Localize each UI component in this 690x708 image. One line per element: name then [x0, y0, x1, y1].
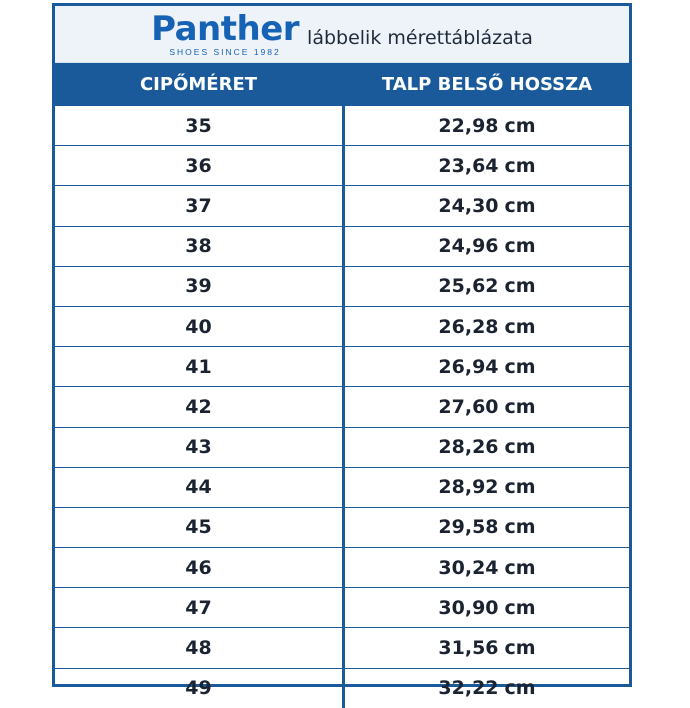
- length-unit: cm: [504, 436, 536, 459]
- length-unit: cm: [504, 516, 536, 539]
- shoe-size-cell: 35: [55, 106, 344, 146]
- insole-length-value: 28,92: [438, 476, 499, 499]
- brand-name: Panther: [151, 8, 300, 49]
- shoe-size-cell: 46: [55, 548, 344, 588]
- brand-logo: [151, 8, 300, 57]
- length-unit: cm: [504, 194, 536, 217]
- table-row: [55, 467, 629, 507]
- insole-length-value: 24,30: [438, 194, 499, 217]
- column-header-length: TALP BELSŐ HOSSZA: [344, 63, 630, 106]
- insole-length-cell: [344, 226, 630, 266]
- column-header-size: CIPŐMÉRET: [55, 63, 344, 106]
- shoe-size-cell: 43: [55, 427, 344, 467]
- insole-length-cell: [344, 146, 630, 186]
- insole-length-value: 25,62: [438, 275, 499, 298]
- insole-length-value: 31,56: [438, 637, 499, 660]
- table-row: [55, 588, 629, 628]
- shoe-size-cell: 36: [55, 146, 344, 186]
- length-unit: cm: [504, 235, 536, 258]
- length-unit: cm: [504, 114, 536, 137]
- length-unit: cm: [504, 596, 536, 619]
- insole-length-cell: [344, 668, 630, 708]
- insole-length-cell: [344, 266, 630, 306]
- insole-length-cell: [344, 186, 630, 226]
- chart-title: lábbelik mérettáblázata: [307, 27, 533, 49]
- table-row: [55, 266, 629, 306]
- insole-length-cell: [344, 628, 630, 668]
- shoe-size-cell: 44: [55, 467, 344, 507]
- insole-length-cell: [344, 106, 630, 146]
- brand-tagline: SHOES SINCE 1982: [169, 46, 281, 57]
- shoe-size-cell: 49: [55, 668, 344, 708]
- table-row: [55, 548, 629, 588]
- size-table: [55, 63, 629, 708]
- insole-length-cell: [344, 588, 630, 628]
- length-unit: cm: [504, 355, 536, 378]
- length-unit: cm: [504, 275, 536, 298]
- table-row: [55, 668, 629, 708]
- table-row: [55, 186, 629, 226]
- shoe-size-cell: 48: [55, 628, 344, 668]
- table-row: [55, 146, 629, 186]
- length-unit: cm: [504, 395, 536, 418]
- shoe-size-cell: 45: [55, 507, 344, 547]
- shoe-size-cell: 39: [55, 266, 344, 306]
- insole-length-value: 22,98: [438, 114, 499, 137]
- insole-length-value: 23,64: [438, 154, 499, 177]
- table-row: [55, 106, 629, 146]
- insole-length-value: 26,28: [438, 315, 499, 338]
- insole-length-cell: [344, 387, 630, 427]
- insole-length-value: 28,26: [438, 436, 499, 459]
- table-row: [55, 628, 629, 668]
- table-row: [55, 507, 629, 547]
- insole-length-value: 26,94: [438, 355, 499, 378]
- length-unit: cm: [504, 556, 536, 579]
- size-chart-frame: [52, 3, 632, 700]
- length-unit: cm: [504, 315, 536, 338]
- shoe-size-cell: 37: [55, 186, 344, 226]
- shoe-size-cell: 47: [55, 588, 344, 628]
- length-unit: cm: [504, 637, 536, 660]
- insole-length-cell: [344, 306, 630, 346]
- table-row: [55, 427, 629, 467]
- shoe-size-cell: 42: [55, 387, 344, 427]
- insole-length-cell: [344, 507, 630, 547]
- insole-length-cell: [344, 467, 630, 507]
- insole-length-value: 32,22: [438, 677, 499, 700]
- length-unit: cm: [504, 677, 536, 700]
- table-row: [55, 387, 629, 427]
- insole-length-cell: [344, 427, 630, 467]
- table-row: [55, 347, 629, 387]
- table-row: [55, 226, 629, 266]
- table-header-row: [55, 63, 629, 106]
- shoe-size-cell: 41: [55, 347, 344, 387]
- insole-length-cell: [344, 548, 630, 588]
- chart-header: [55, 6, 629, 63]
- insole-length-cell: [344, 347, 630, 387]
- table-body: [55, 106, 629, 708]
- length-unit: cm: [504, 154, 536, 177]
- insole-length-value: 24,96: [438, 235, 499, 258]
- insole-length-value: 29,58: [438, 516, 499, 539]
- insole-length-value: 27,60: [438, 395, 499, 418]
- insole-length-value: 30,90: [438, 596, 499, 619]
- length-unit: cm: [504, 476, 536, 499]
- shoe-size-cell: 38: [55, 226, 344, 266]
- insole-length-value: 30,24: [438, 556, 499, 579]
- shoe-size-cell: 40: [55, 306, 344, 346]
- table-row: [55, 306, 629, 346]
